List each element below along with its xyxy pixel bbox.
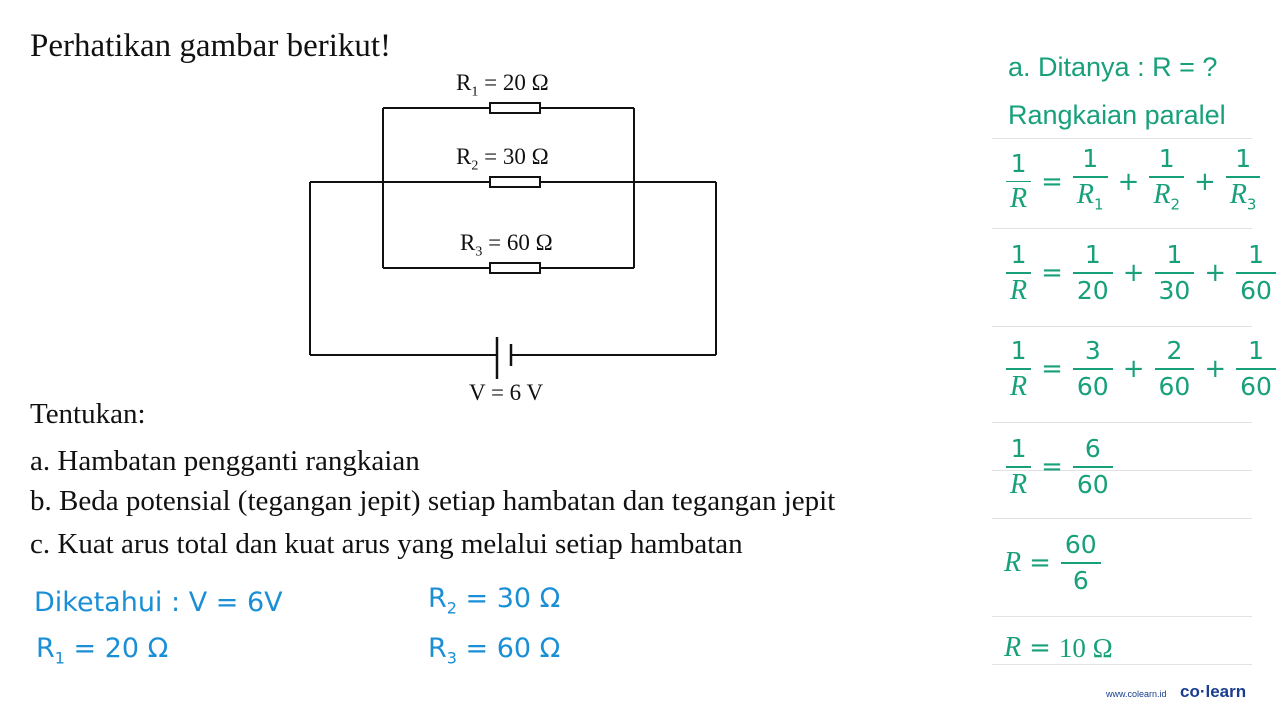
label-r1: $R_1 = 20$ Ω	[456, 70, 549, 100]
equation-line-3: $\frac{1}{R}$ = $\frac{3}{60}$ + $\frac{2}{60}$ + $\frac{1}{60}$	[1004, 334, 1278, 404]
brand-url: www.colearn.id	[1106, 689, 1167, 699]
question-title: Perhatikan gambar berikut!	[30, 28, 392, 64]
label-r3: $R_3 = 60$ Ω	[460, 230, 553, 260]
rule-line	[992, 664, 1252, 665]
equation-line-5: R = $\frac{60}{6}$	[1004, 528, 1103, 598]
circuit-type: Rangkaian paralel	[1008, 100, 1226, 130]
rule-line	[992, 138, 1252, 139]
circuit-diagram	[0, 0, 760, 420]
resistor-r1	[490, 103, 540, 113]
label-r2: $R_2 = 30$ Ω	[456, 144, 549, 174]
label-battery: V = 6 V	[469, 380, 544, 405]
rule-line	[992, 422, 1252, 423]
task-item-b: b. Beda potensial (tegangan jepit) setiap hambatan dan tegangan jepit	[30, 485, 836, 517]
equation-line-4: $\frac{1}{R}$ = $\frac{6}{60}$	[1004, 432, 1115, 502]
equation-line-6: R = 10 Ω	[1004, 632, 1113, 663]
rule-line	[992, 228, 1252, 229]
equation-line-2: $\frac{1}{R}$ = $\frac{1}{20}$ + $\frac{1}{30}$ + $\frac{1}{60}$	[1004, 238, 1278, 308]
equation-line-1: $\frac{1}{R}$ = $\frac{1}{R_1}$ + $\frac{1}{R_2}$ + $\frac{1}{R_3}$	[1004, 142, 1262, 221]
given-label: Diketahui : V = 6V	[34, 587, 283, 618]
task-heading: Tentukan:	[30, 398, 146, 430]
given-r3: $R_3 = 60$ Ω	[428, 633, 561, 668]
resistor-r3	[490, 263, 540, 273]
asked-line: a. Ditanya : R = ?	[1008, 52, 1218, 82]
battery-symbol	[497, 337, 511, 379]
task-item-a: a. Hambatan pengganti rangkaian	[30, 445, 420, 477]
given-r1: $R_1 = 20$ Ω	[36, 633, 169, 668]
given-r2: $R_2 = 30$ Ω	[428, 583, 561, 618]
rule-line	[992, 518, 1252, 519]
resistor-r2	[490, 177, 540, 187]
rule-line	[992, 326, 1252, 327]
brand-logo: co·learn	[1180, 682, 1247, 701]
task-item-c: c. Kuat arus total dan kuat arus yang melalui setiap hambatan	[30, 528, 743, 560]
rule-line	[992, 616, 1252, 617]
